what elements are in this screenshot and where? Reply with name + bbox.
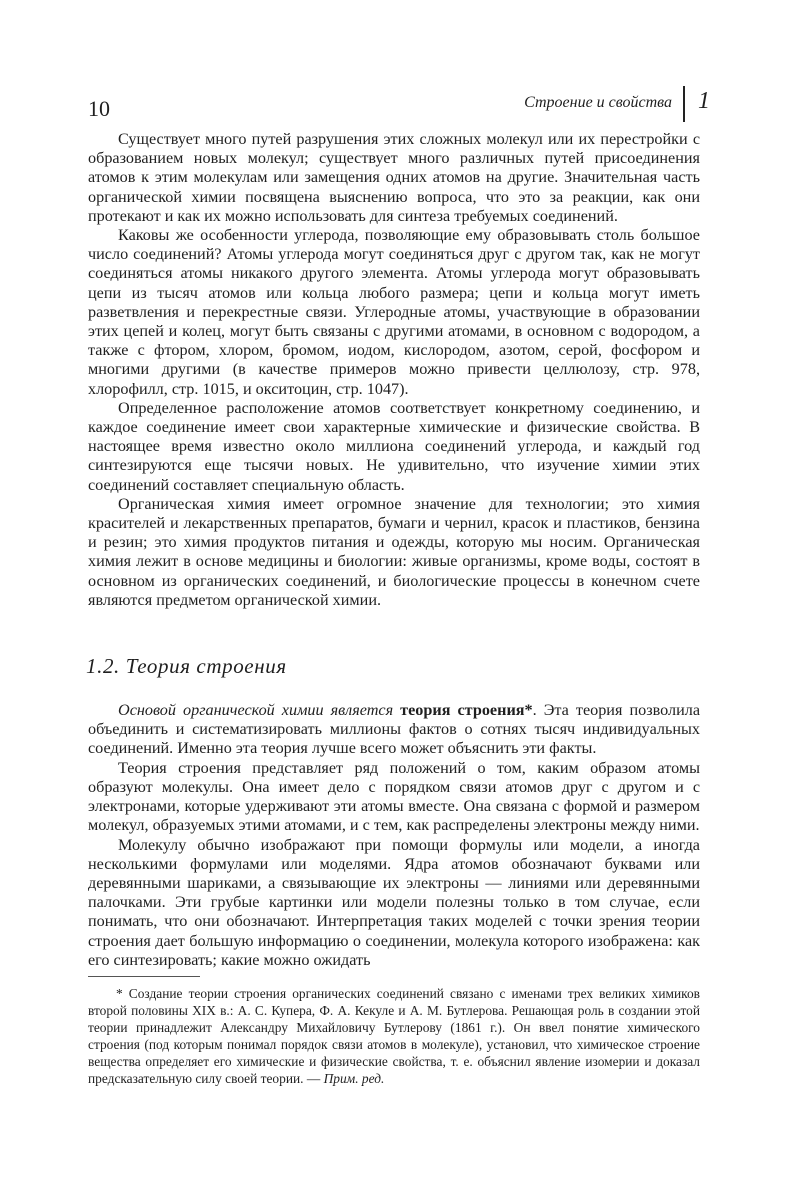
paragraph: Определенное расположение атомов соответствует конкретному соединению, и каждое соединение имеет свои характерные химические и физические свойства. В настоящее время известно около миллиона соединений углерода, и каждый год синтезируются еще тысячи новых. Не удивительно, что изучение химии этих соединений составляет специальную область. <box>88 398 700 494</box>
paragraph: Органическая химия имеет огромное значение для технологии; это химия красителей и лекарственных препаратов, бумаги и чернил, красок и пластиков, бензина и резин; это химия продуктов питания и одежды, которую мы носим. Органическая химия лежит в основе медицины и биологии: живые организмы, кроме воды, состоят в основном из органических соединений, и биологические процессы в конечном счете являются предметом органической химии. <box>88 494 700 609</box>
lead-rest: . Эта теория позволила объединить и систематизировать миллионы фактов о сотнях тысяч индивидуальных соединений. Именно эта теория лучше всего может объяснить эти факты. <box>88 701 701 758</box>
paragraph: Теория строения представляет ряд положений о том, каким образом атомы образуют молекулы. Она имеет дело с порядком связи атомов друг с другом и с электронами, которые удерживают эти атомы вместе. Она связана с формой и размером молекул, образуемых этими атомами, и с тем, как распределены электроны между ними. <box>88 758 700 835</box>
paragraph: Молекулу обычно изображают при помощи формулы или модели, а иногда несколькими формулами или моделями. Ядра атомов обозначают буквами или деревянными шариками, а связывающие их электроны — линиями или деревянными палочками. Эти грубые картинки или модели полезны только в том случае, если понимать, что они обозначают. Интерпретация таких моделей с точки зрения теории строения дает большую информацию о соединении, молекула которого изображена: как его синтезировать; какие можно ожидать <box>88 835 700 969</box>
lead-italic: Основой органической химии является <box>118 701 394 720</box>
running-title: Строение и свойства <box>524 94 672 111</box>
section-heading <box>86 654 700 679</box>
running-head <box>88 86 710 126</box>
section-heading-text: 1.2. Теория строения <box>86 654 287 679</box>
header-divider <box>683 86 685 122</box>
footnote <box>88 985 700 1087</box>
footnote-text: * Создание теории строения органических соединений связано с именами трех великих химиков второй половины XIX в.: А. С. Купера, Ф. А. Кекуле и А. М. Бутлерова. Решающая роль в создании этой теории принадлежит Александру Михайловичу Бутлерову (1861 г.). Он ввел понятие химического строения (под которым понимал порядок связи атомов в молекуле), установил, что химическое строение вещества определяет его химические и физические свойства, т. е. объяснил явление изомерии и доказал предсказательную силу своей теории. — <box>88 985 700 1086</box>
page-number: 10 <box>88 96 110 121</box>
main-text <box>88 130 700 1087</box>
chapter-number: 1 <box>698 88 710 114</box>
paragraph: Каковы же особенности углерода, позволяющие ему образовывать столь большое число соединений? Атомы углерода могут соединяться друг с другом так, как не могут соединяться атомы никакого другого элемента. Атомы углерода могут образовывать цепи из тысяч атомов или кольца любого размера; цепи и кольца могут иметь разветвления и перекрестные связи. Углеродные атомы, участвующие в образовании этих цепей и колец, могут быть связаны с другими атомами, в основном с водородом, а также с фтором, хлором, бромом, иодом, кислородом, азотом, серой, фосфором и многими другими (в качестве примеров можно привести целлюлозу, стр. 978, хлорофилл, стр. 1015, и окситоцин, стр. 1047). <box>88 226 700 398</box>
section-body <box>88 701 700 970</box>
lead-bold-term: теория строения* <box>400 701 533 720</box>
paragraph: Существует много путей разрушения этих сложных молекул или их перестройки с образованием новых молекул; существует много различных путей присоединения атомов к этим молекулам или замещения одних атомов на другие. Значительная часть органической химии посвящена выяснению вопроса, что это за реакции, как они протекают и как их можно использовать для синтеза требуемых соединений. <box>88 130 700 225</box>
footnote-divider <box>88 976 200 977</box>
section-lead-paragraph <box>88 701 700 759</box>
footnote-attribution: Прим. ред. <box>323 1070 385 1086</box>
